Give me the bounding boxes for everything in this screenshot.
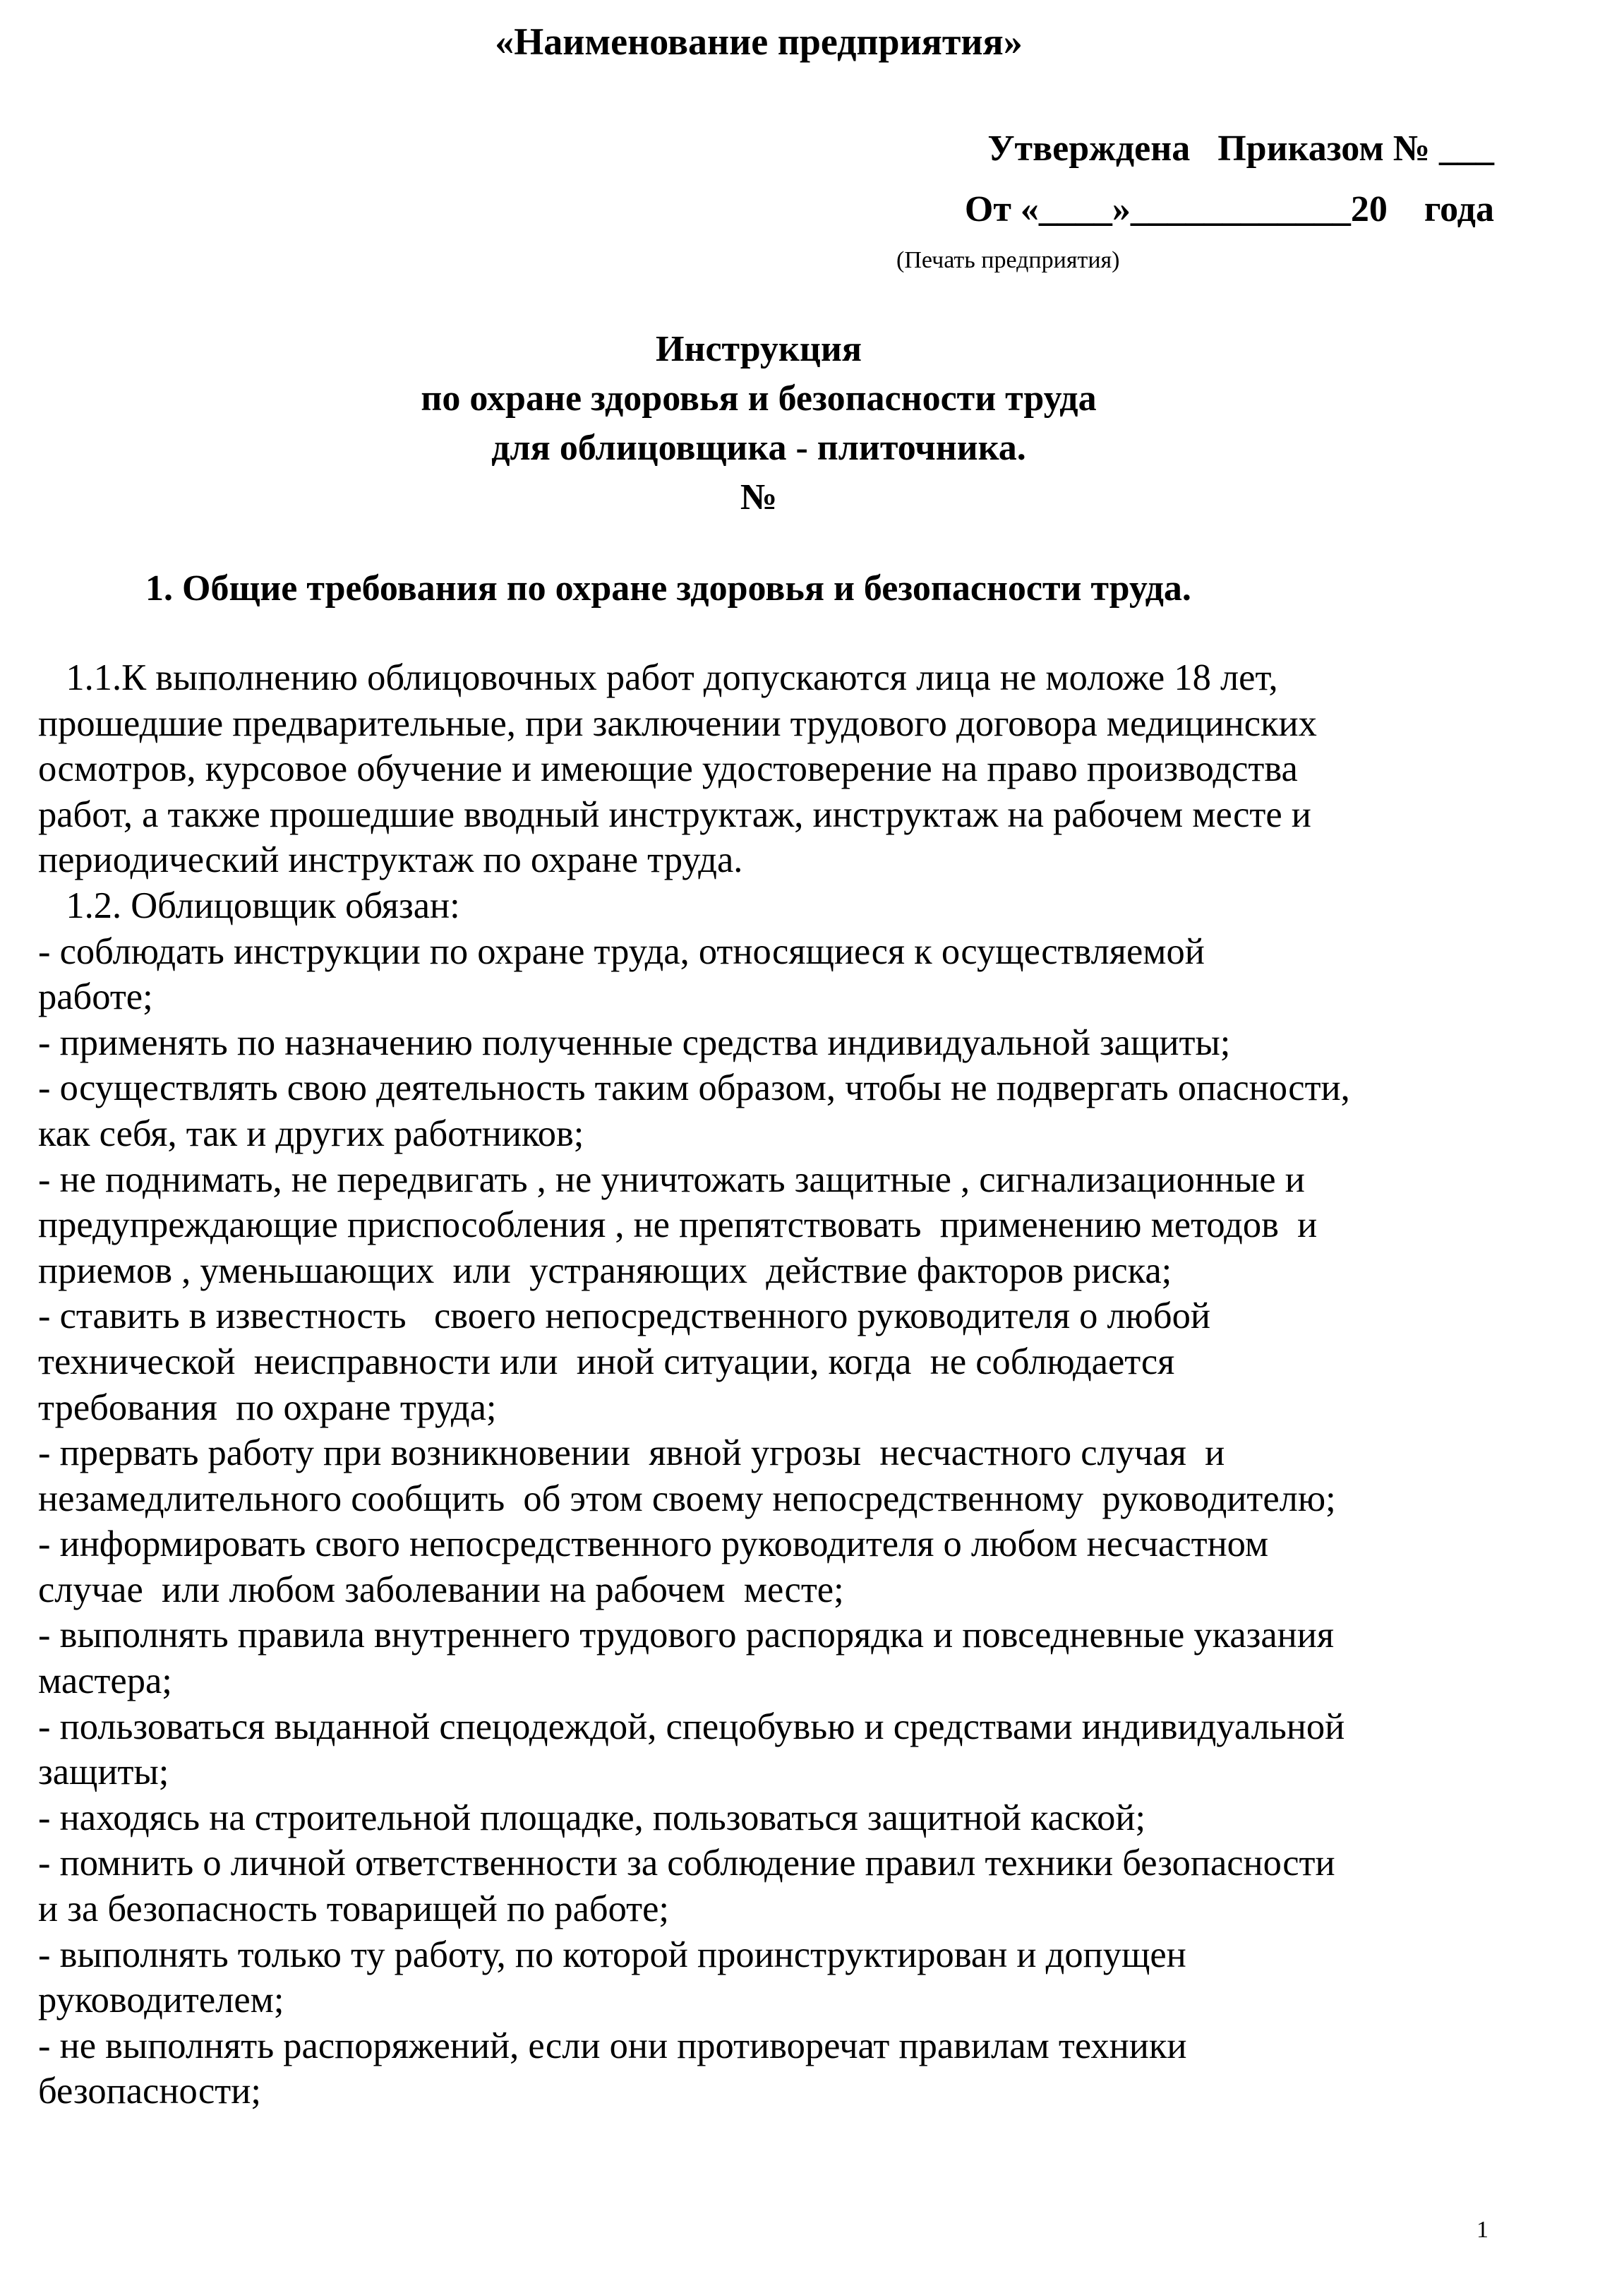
page-number: 1 [1476,2217,1488,2243]
seal-note: (Печать предприятия) [896,247,1120,273]
body-line: работе; [38,976,153,1018]
body-line: требования по охране труда; [38,1387,497,1428]
approval-date-line: От «____»____________20 года [964,189,1494,229]
body-line: руководителем; [38,1980,284,2021]
body-line: - прервать работу при возникновении явной угрозы несчастного случая и [38,1432,1225,1474]
title-line-2: по охране здоровья и безопасности труда [421,378,1097,419]
body-line: прошедшие предварительные, при заключении трудового договора медицинских [38,702,1317,744]
body-line: и за безопасность товарищей по работе; [38,1888,670,1930]
body-line: периодический инструктаж по охране труда. [38,839,743,881]
company-name-heading: «Наименование предприятия» [495,20,1023,63]
body-text [38,655,1548,2114]
body-line: - ставить в известность своего непосредственного руководителя о любой [38,1295,1210,1337]
title-line-3: для облицовщика - плиточника. [491,428,1026,468]
body-line: как себя, так и других работников; [38,1113,584,1154]
title-number: № [740,477,778,517]
body-line: - выполнять правила внутреннего трудового распорядка и повседневные указания [38,1615,1335,1656]
body-line: - соблюдать инструкции по охране труда, относящиеся к осуществляемой [38,930,1205,972]
body-line: приемов , уменьшающих или устраняющих действие факторов риска; [38,1250,1172,1291]
body-line: работ, а также прошедшие вводный инструктаж, инструктаж на рабочем месте и [38,794,1311,835]
body-line: безопасности; [38,2071,261,2112]
body-line: 1.1.К выполнению облицовочных работ допускаются лица не моложе 18 лет, [38,657,1278,698]
approval-block [965,119,1494,240]
body-line: - осуществлять свою деятельность таким образом, чтобы не подвергать опасности, [38,1067,1350,1109]
body-line: 1.2. Облицовщик обязан: [38,885,460,926]
approval-order-line: Утверждена Приказом № ___ [987,128,1494,169]
body-line: мастера; [38,1660,172,1702]
body-line: - применять по назначению полученные средства индивидуальной защиты; [38,1022,1231,1063]
body-line: - находясь на строительной площадке, пользоваться защитной каской; [38,1797,1146,1838]
body-line: осмотров, курсовое обучение и имеющие удостоверение на право производства [38,748,1298,790]
body-line: - информировать свого непосредственного руководителя о любом несчастном [38,1523,1269,1565]
body-line: защиты; [38,1752,169,1793]
body-line: - пользоваться выданной спецодеждой, спецобувью и средствами индивидуальной [38,1706,1345,1747]
body-line: - не поднимать, не передвигать , не уничтожать защитные , сигнализационные и [38,1159,1305,1200]
document-title [0,325,1517,522]
body-line: технической неисправности или иной ситуации, когда не соблюдается [38,1341,1175,1382]
body-line: - помнить о личной ответственности за соблюдение правил техники безопасности [38,1843,1335,1884]
body-line: случае или любом заболевании на рабочем месте; [38,1569,844,1610]
body-line: предупреждающие приспособления , не препятствовать применению методов и [38,1204,1318,1246]
body-line: - выполнять только ту работу, по которой проинструктирован и допущен [38,1934,1186,1975]
section-heading: 1. Общие требования по охране здоровья и безопасности труда. [145,568,1191,609]
body-line: - не выполнять распоряжений, если они противоречат правилам техники [38,2025,1187,2066]
title-line-1: Инструкция [656,329,862,369]
body-line: незамедлительного сообщить об этом своему непосредственному руководителю; [38,1478,1336,1519]
